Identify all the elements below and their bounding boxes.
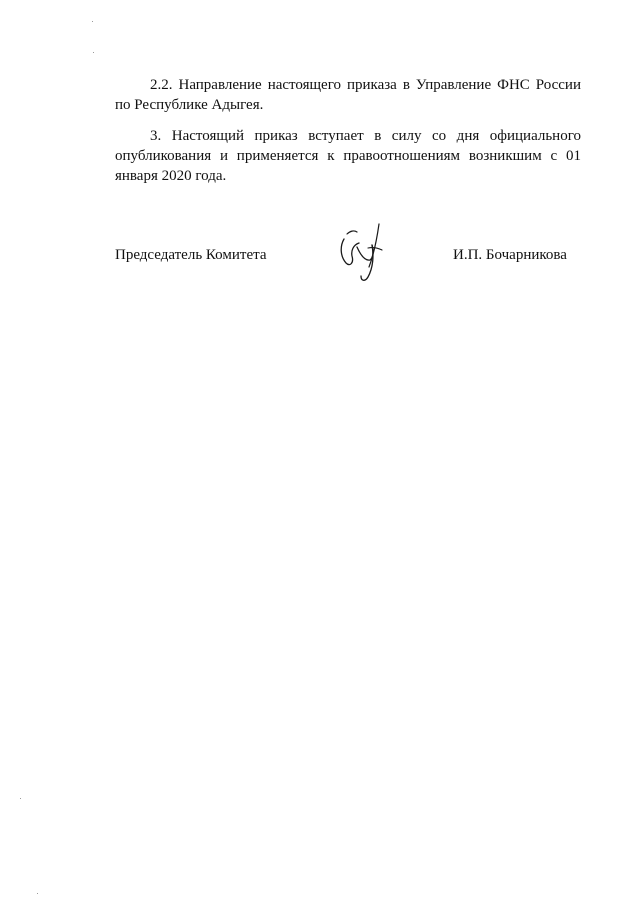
signatory-name: И.П. Бочарникова bbox=[453, 247, 567, 263]
scan-speck bbox=[93, 52, 94, 53]
paragraph-2-2: 2.2. Направление настоящего приказа в Управление ФНС России по Республике Адыгея. bbox=[115, 77, 581, 113]
scan-speck bbox=[20, 798, 21, 799]
scan-speck bbox=[92, 21, 93, 22]
paragraph-3: 3. Настоящий приказ вступает в силу со дня официального опубликования и применяется к правоотношениям возникшим с 01 января 2020 года. bbox=[115, 128, 581, 184]
signatory-title: Председатель Комитета bbox=[115, 247, 267, 263]
handwritten-signature bbox=[330, 218, 392, 288]
scan-speck bbox=[37, 893, 38, 894]
